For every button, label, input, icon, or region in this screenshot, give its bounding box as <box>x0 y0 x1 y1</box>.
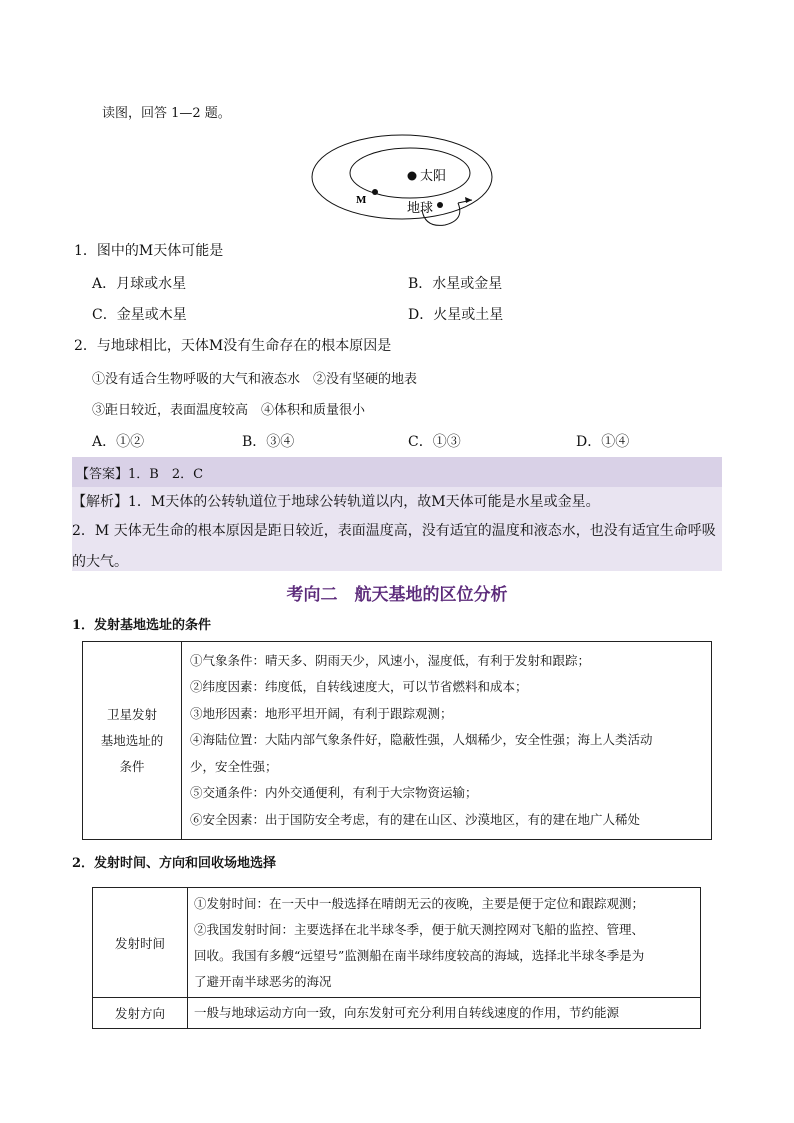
table1-body-cell <box>182 642 712 840</box>
analysis-line-2: 2．M 天体无生命的根本原因是距日较近，表面温度高，没有适宜的温度和液态水，也没有适宜生命呼吸 <box>72 523 716 539</box>
q1-option-b: B．水星或金星 <box>408 276 503 292</box>
sun-label: 太阳 <box>420 168 447 183</box>
table1-head-line-1: 卫星发射 <box>106 706 157 722</box>
question-2-stem: 2．与地球相比，天体M没有生命存在的根本原因是 <box>74 338 392 354</box>
table1-head-line-2: 基地选址的 <box>100 732 164 748</box>
table2-row1-body <box>188 888 701 998</box>
q2-option-d: D．①④ <box>576 434 630 450</box>
q2-statement-1: ①没有适合生物呼吸的大气和液态水 ②没有坚硬的地表 <box>92 372 418 387</box>
table1-row-3: ③地形因素：地形平坦开阔，有利于跟踪观测； <box>190 705 453 721</box>
table2-row2-body: 一般与地球运动方向一致，向东发射可充分利用自转线速度的作用，节约能源 <box>188 998 701 1029</box>
earth-orbit <box>312 135 492 219</box>
table1-row-4: ④海陆位置：大陆内部气象条件好，隐蔽性强，人烟稀少，安全性强；海上人类活动 <box>190 732 653 748</box>
table2-row1-line-3: 回收。我国有多艘“远望号”监测船在南半球纬度较高的海域，选择北半球冬季是为 <box>194 947 645 963</box>
q1-option-a: A．月球或水星 <box>92 276 187 292</box>
solar-orbit-diagram <box>300 130 520 230</box>
q2-option-a: A．①② <box>92 434 145 450</box>
table1-row-1: ①气象条件：晴天多、阴雨天少，风速小，湿度低，有利于发射和跟踪； <box>190 652 591 668</box>
table1-row-2: ②纬度因素：纬度低，自转线速度大，可以节省燃料和成本； <box>190 679 528 695</box>
answer-panel <box>72 457 722 571</box>
launch-site-conditions-table <box>82 641 712 840</box>
earth-dot <box>437 202 443 208</box>
q2-option-c: C．①③ <box>408 434 461 450</box>
question-1-stem: 1．图中的M天体可能是 <box>74 243 224 259</box>
sun-dot <box>408 172 417 181</box>
table1-head-cell <box>83 642 182 840</box>
section-title: 考向二 航天基地的区位分析 <box>286 585 508 605</box>
table2-row1-line-4: 了避开南半球恶劣的海况 <box>194 973 332 989</box>
answer-key-row <box>72 457 722 487</box>
answer-key: 【答案】1．B 2．C <box>76 467 204 482</box>
analysis-line-1: 【解析】1．M天体的公转轨道位于地球公转轨道以内，故M天体可能是水星或金星。 <box>72 494 600 510</box>
intro-text: 读图，回答 1—2 题。 <box>102 106 231 121</box>
orbit-arrowhead <box>465 197 472 203</box>
subheading-2: 2．发射时间、方向和回收场地选择 <box>72 856 277 871</box>
launch-time-direction-table <box>92 887 701 1029</box>
m-dot <box>372 189 378 195</box>
table2-row1-head: 发射时间 <box>93 888 188 998</box>
m-label: M <box>356 194 367 206</box>
table2-row1-line-1: ①发射时间：在一天中一般选择在晴朗无云的夜晚，主要是便于定位和跟踪观测； <box>194 895 645 911</box>
q1-option-c: C．金星或木星 <box>92 307 187 323</box>
table1-row-6: ⑤交通条件：内外交通便利，有利于大宗物资运输； <box>190 785 478 801</box>
table1-row-5: 少，安全性强； <box>190 758 278 774</box>
table1-head-line-3: 条件 <box>119 758 145 774</box>
q1-option-d: D．火星或土星 <box>408 307 504 323</box>
earth-label: 地球 <box>407 200 434 215</box>
analysis-line-3: 的大气。 <box>72 554 128 570</box>
table2-row1-line-2: ②我国发射时间：主要选择在北半球冬季，便于航天测控网对飞船的监控、管理、 <box>194 921 645 937</box>
subheading-1: 1．发射基地选址的条件 <box>72 618 212 633</box>
q2-option-b: B．③④ <box>242 434 295 450</box>
q2-statement-2: ③距日较近，表面温度较高 ④体积和质量很小 <box>92 403 366 418</box>
table1-row-7: ⑥安全因素：出于国防安全考虑，有的建在山区、沙漠地区，有的建在地广人稀处 <box>190 811 641 827</box>
table2-row2-head: 发射方向 <box>93 998 188 1029</box>
